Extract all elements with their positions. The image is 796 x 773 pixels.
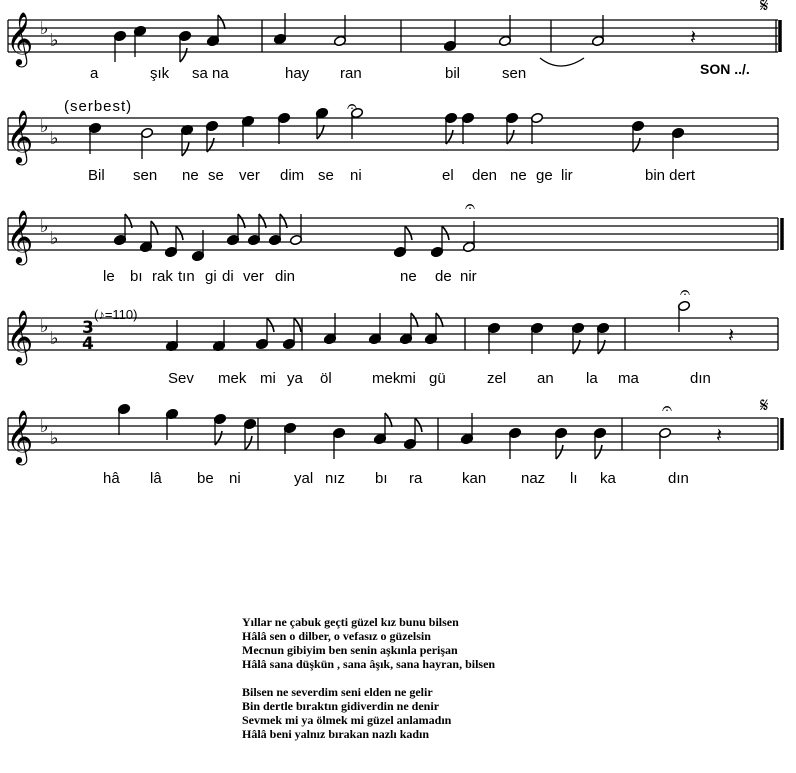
note-flag (182, 142, 189, 156)
fermata-icon: 𝄐 (680, 282, 691, 303)
lyric-syllable: el (442, 167, 454, 184)
note (165, 320, 178, 352)
lyric-syllable: nız (325, 470, 346, 487)
fermata-icon: 𝄐 (347, 96, 358, 117)
note (226, 214, 245, 246)
note (677, 300, 690, 332)
note (332, 427, 345, 459)
flat-icon: ♭ (40, 316, 49, 337)
note (593, 427, 606, 459)
lyric-syllable: ne (510, 167, 527, 184)
lyric-syllable: ge (536, 167, 553, 184)
treble-clef-icon: 𝄞 (6, 309, 34, 363)
note-flag (267, 318, 274, 332)
lyric-syllable: kan (462, 470, 487, 487)
tempo-metronome-label: (♪=110) (94, 307, 138, 322)
lyric-syllable: mek (372, 370, 401, 387)
lyric-syllable: şık (150, 65, 170, 82)
lyric-syllable: se (208, 167, 224, 184)
lyric-syllable: dın (690, 370, 711, 387)
note (487, 322, 500, 354)
note-flag (180, 48, 187, 62)
lyric-syllable: din (275, 268, 296, 285)
note (461, 112, 474, 144)
lyric-syllable: ne (400, 268, 417, 285)
lyric-syllable: hay (285, 65, 310, 82)
treble-clef-icon: 𝄞 (6, 409, 34, 463)
note (289, 214, 302, 246)
note-flag (411, 313, 418, 327)
lyric-syllable: bı (130, 268, 143, 285)
note (117, 403, 130, 435)
lyric-syllable: sen (502, 65, 527, 82)
tie-curve (540, 58, 584, 66)
lyric-syllable: mi (400, 370, 416, 387)
flat-icon: ♭ (40, 216, 49, 237)
note-flag (405, 226, 412, 240)
lyric-syllable: dın (668, 470, 689, 487)
note (268, 214, 287, 246)
note (165, 408, 178, 440)
lyric-syllable: se (318, 167, 334, 184)
lyric-syllable: dim (280, 167, 305, 184)
lyric-syllable: bil (445, 65, 461, 82)
note (140, 127, 153, 159)
lyric-syllable: den (472, 167, 498, 184)
note (716, 423, 722, 447)
poem-line: Yıllar ne çabuk geçti güzel kız bunu bilsen (242, 615, 459, 629)
note (690, 25, 696, 49)
lyric-syllable: bı (375, 470, 388, 487)
poem-line: Mecnun gibiyim ben senin aşkınla perişan (242, 643, 458, 657)
lyric-syllable: be (197, 470, 214, 487)
note-flag (595, 445, 602, 459)
note (212, 320, 225, 352)
lyric-syllable: ver (243, 268, 264, 285)
lyric-syllable: ma (618, 370, 639, 387)
lyric-syllable: öl (320, 370, 332, 387)
rest-icon: 𝄽 (728, 323, 735, 347)
note-flag (215, 431, 222, 445)
poem-line: Bilsen ne severdim seni elden ne gelir (242, 685, 433, 699)
lyric-syllable: mi (260, 370, 276, 387)
poem-line: Hâlâ sana düşkün , sana âşık, sana hayran, bilsen (242, 657, 496, 671)
flat-icon: ♭ (40, 18, 49, 39)
lyric-syllable: hâ (103, 470, 120, 487)
note-flag (245, 436, 252, 450)
lyric-syllable: a (90, 65, 99, 82)
note-flag (436, 313, 443, 327)
poem-line: Hâlâ beni yalnız bırakan nazlı kadın (242, 727, 430, 741)
lyric-syllable: Bil (88, 167, 105, 184)
flat-icon: ♭ (50, 30, 59, 51)
note (658, 427, 671, 459)
poem-text (242, 615, 495, 755)
fermata-icon: 𝄐 (465, 196, 476, 217)
poem-line: Hâlâ sen o dilber, o vefasız o güzelsin (242, 629, 431, 643)
note (247, 214, 266, 246)
note (508, 427, 521, 459)
lyric-syllable: gi (205, 268, 217, 285)
lyric-syllable: rak (152, 268, 173, 285)
lyric-syllable: ka (600, 470, 616, 487)
note-flag (218, 15, 225, 29)
fermata-icon: 𝄐 (662, 398, 673, 419)
note (554, 427, 567, 459)
note (113, 214, 132, 246)
lyric-syllable: yal (294, 470, 314, 487)
note (530, 112, 543, 144)
note (191, 230, 204, 262)
lyric-syllable: lı (570, 470, 578, 487)
rest-icon: 𝄽 (690, 25, 697, 49)
note-flag (151, 221, 158, 235)
segno-icon: 𝄋 (760, 393, 769, 417)
segno-icon: 𝄋 (760, 0, 769, 17)
flat-icon: ♭ (40, 116, 49, 137)
lyric-syllable: bin dert (645, 167, 696, 184)
lyric-syllable: Sev (168, 370, 194, 387)
lyric-syllable: lir (561, 167, 573, 184)
lyric-syllable: ra (409, 470, 423, 487)
note (596, 322, 609, 354)
tempo-free-label: (serbest) (64, 98, 133, 115)
note (178, 30, 191, 62)
treble-clef-icon: 𝄞 (6, 209, 34, 263)
lyric-syllable: an (537, 370, 554, 387)
poem-stanza-2 (242, 685, 495, 741)
lyric-syllable: tın (178, 268, 195, 285)
rest-icon: 𝄽 (716, 423, 723, 447)
note (180, 124, 193, 156)
lyric-syllable: gü (429, 370, 446, 387)
note-flag (385, 413, 392, 427)
note (571, 322, 584, 354)
poem-line: Bin dertle bıraktın gidiverdin ne denir (242, 699, 440, 713)
staff-system (6, 109, 778, 165)
lyric-syllable: de (435, 268, 452, 285)
lyric-syllable: di (222, 268, 234, 285)
lyric-syllable: mek (218, 370, 247, 387)
note (88, 122, 101, 154)
lyric-syllable: le (103, 268, 115, 285)
end-mark-label: SON ../. (700, 61, 750, 77)
poem-stanza-1 (242, 615, 495, 671)
note-flag (294, 318, 301, 332)
note (283, 422, 296, 454)
note (277, 112, 290, 144)
lyric-syllable: ni (229, 470, 241, 487)
time-signature-bottom: 4 (82, 334, 94, 354)
note-flag (176, 226, 183, 240)
note (444, 112, 457, 144)
note (113, 30, 126, 62)
lyric-syllable: ya (287, 370, 303, 387)
note (631, 120, 644, 152)
lyric-syllable: ran (340, 65, 362, 82)
note (205, 120, 218, 152)
note-flag (317, 125, 324, 139)
note (530, 322, 543, 354)
note-flag (415, 418, 422, 432)
note-flag (556, 445, 563, 459)
flat-icon: ♭ (50, 128, 59, 149)
poem-line: Sevmek mi ya ölmek mi güzel anlamadın (242, 713, 452, 727)
flat-icon: ♭ (50, 228, 59, 249)
flat-icon: ♭ (50, 328, 59, 349)
treble-clef-icon: 𝄞 (6, 11, 34, 65)
note (728, 323, 734, 347)
lyric-syllable: sen (133, 167, 158, 184)
note (213, 413, 226, 445)
lyric-syllable: ne (182, 167, 199, 184)
note (505, 112, 518, 144)
lyric-syllable: ni (350, 167, 362, 184)
lyric-syllable: nir (460, 268, 477, 285)
flat-icon: ♭ (40, 416, 49, 437)
lyric-syllable: naz (521, 470, 546, 487)
note-flag (442, 226, 449, 240)
lyric-syllable: lâ (150, 470, 162, 487)
note (273, 13, 286, 45)
lyric-syllable: sa (192, 65, 208, 82)
flat-icon: ♭ (50, 428, 59, 449)
lyric-syllable: la (586, 370, 598, 387)
treble-clef-icon: 𝄞 (6, 109, 34, 163)
time-signature (82, 318, 94, 354)
time-signature-top: 3 (82, 318, 94, 338)
lyric-syllable: zel (487, 370, 507, 387)
lyric-syllable: na (212, 65, 229, 82)
note (671, 127, 684, 159)
lyric-syllable: ver (239, 167, 260, 184)
